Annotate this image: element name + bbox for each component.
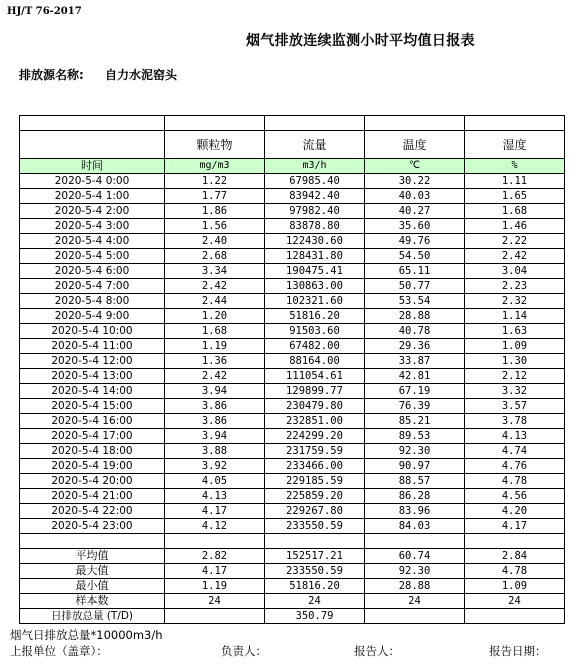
row-time: 2020-5-4 8:00 xyxy=(20,294,165,309)
table-row xyxy=(20,519,565,534)
row-value: 4.74 xyxy=(465,444,565,459)
row-value: 1.46 xyxy=(465,219,565,234)
row-value: 29.36 xyxy=(365,339,465,354)
table-row xyxy=(20,384,565,399)
source-value: 自力水泥窑头 xyxy=(105,68,178,82)
row-value: 1.77 xyxy=(165,189,265,204)
row-value: 3.94 xyxy=(165,384,265,399)
row-value: 3.78 xyxy=(465,414,565,429)
row-time: 2020-5-4 21:00 xyxy=(20,489,165,504)
row-value: 2.68 xyxy=(165,249,265,264)
stat-row xyxy=(20,594,565,609)
table-row xyxy=(20,444,565,459)
row-value: 1.20 xyxy=(165,309,265,324)
row-value: 35.60 xyxy=(365,219,465,234)
footer-reporter: 报告人： xyxy=(354,644,400,658)
header-row xyxy=(20,131,565,159)
row-value: 40.78 xyxy=(365,324,465,339)
row-time: 2020-5-4 14:00 xyxy=(20,384,165,399)
table-row xyxy=(20,294,565,309)
row-time: 2020-5-4 2:00 xyxy=(20,204,165,219)
row-value: 130863.00 xyxy=(265,279,365,294)
table-row xyxy=(20,414,565,429)
row-time: 2020-5-4 3:00 xyxy=(20,219,165,234)
stat-value: 51816.20 xyxy=(265,579,365,594)
row-time: 2020-5-4 12:00 xyxy=(20,354,165,369)
row-value: 3.86 xyxy=(165,414,265,429)
source-label: 排放源名称: xyxy=(19,68,84,82)
col-header-humidity: 湿度 xyxy=(465,131,565,159)
unit-particulate: mg/m3 xyxy=(165,159,265,174)
row-value: 4.13 xyxy=(165,489,265,504)
stat-value: 24 xyxy=(165,594,265,609)
row-value: 1.19 xyxy=(165,339,265,354)
row-value: 1.09 xyxy=(465,339,565,354)
unit-temperature: ℃ xyxy=(365,159,465,174)
row-value: 2.40 xyxy=(165,234,265,249)
row-value: 83942.40 xyxy=(265,189,365,204)
footer-date: 报告日期： xyxy=(489,644,547,658)
stat-value: 28.88 xyxy=(365,579,465,594)
row-value: 2.12 xyxy=(465,369,565,384)
row-value: 40.27 xyxy=(365,204,465,219)
table-row xyxy=(20,429,565,444)
row-time: 2020-5-4 13:00 xyxy=(20,369,165,384)
row-value: 224299.20 xyxy=(265,429,365,444)
row-value: 233550.59 xyxy=(265,519,365,534)
row-time: 2020-5-4 18:00 xyxy=(20,444,165,459)
report-table xyxy=(19,115,565,624)
row-value: 4.13 xyxy=(465,429,565,444)
row-value: 122430.60 xyxy=(265,234,365,249)
stat-value: 92.30 xyxy=(365,564,465,579)
standard-code: HJ/T 76-2017 xyxy=(7,6,82,17)
row-value: 85.21 xyxy=(365,414,465,429)
row-value: 67.19 xyxy=(365,384,465,399)
table-row xyxy=(20,189,565,204)
row-time: 2020-5-4 19:00 xyxy=(20,459,165,474)
row-value: 1.14 xyxy=(465,309,565,324)
blank-row xyxy=(20,116,565,131)
table-row xyxy=(20,339,565,354)
table-row xyxy=(20,204,565,219)
row-value: 28.88 xyxy=(365,309,465,324)
table-row xyxy=(20,489,565,504)
stat-value: 152517.21 xyxy=(265,549,365,564)
row-value: 2.42 xyxy=(465,249,565,264)
row-value: 65.11 xyxy=(365,264,465,279)
row-time: 2020-5-4 7:00 xyxy=(20,279,165,294)
units-row xyxy=(20,159,565,174)
row-time: 2020-5-4 15:00 xyxy=(20,399,165,414)
row-value: 1.63 xyxy=(465,324,565,339)
daily-total-row xyxy=(20,609,565,624)
row-value: 4.17 xyxy=(465,519,565,534)
row-value: 3.92 xyxy=(165,459,265,474)
table-row xyxy=(20,354,565,369)
row-value: 76.39 xyxy=(365,399,465,414)
row-value: 1.86 xyxy=(165,204,265,219)
footer-unit: 上报单位（盖章）： xyxy=(10,644,108,658)
blank-row xyxy=(20,534,565,549)
row-value: 129899.77 xyxy=(265,384,365,399)
stat-value: 4.78 xyxy=(465,564,565,579)
row-value: 1.65 xyxy=(465,189,565,204)
row-value: 229267.80 xyxy=(265,504,365,519)
row-value: 30.22 xyxy=(365,174,465,189)
row-value: 42.81 xyxy=(365,369,465,384)
stat-label: 平均值 xyxy=(20,549,165,564)
row-value: 54.50 xyxy=(365,249,465,264)
col-header-flow: 流量 xyxy=(265,131,365,159)
report-title: 烟气排放连续监测小时平均值日报表 xyxy=(246,33,475,49)
row-value: 229185.59 xyxy=(265,474,365,489)
row-value: 2.23 xyxy=(465,279,565,294)
table-row xyxy=(20,174,565,189)
daily-total-value: 350.79 xyxy=(265,609,365,624)
table-row xyxy=(20,474,565,489)
daily-total-value xyxy=(465,609,565,624)
row-value: 3.57 xyxy=(465,399,565,414)
stat-value: 4.17 xyxy=(165,564,265,579)
row-value: 33.87 xyxy=(365,354,465,369)
row-value: 50.77 xyxy=(365,279,465,294)
row-value: 111054.61 xyxy=(265,369,365,384)
row-value: 3.88 xyxy=(165,444,265,459)
row-time: 2020-5-4 5:00 xyxy=(20,249,165,264)
footer-responsible: 负责人： xyxy=(221,644,267,658)
row-value: 3.34 xyxy=(165,264,265,279)
table-row xyxy=(20,369,565,384)
row-value: 84.03 xyxy=(365,519,465,534)
row-value: 1.56 xyxy=(165,219,265,234)
header-corner xyxy=(20,131,165,159)
footer-note: 烟气日排放总量*10000m3/h xyxy=(10,628,163,642)
table-row xyxy=(20,399,565,414)
row-value: 4.12 xyxy=(165,519,265,534)
row-time: 2020-5-4 20:00 xyxy=(20,474,165,489)
stat-value: 24 xyxy=(265,594,365,609)
row-value: 49.76 xyxy=(365,234,465,249)
daily-total-label: 日排放总量 (T/D) xyxy=(20,609,165,624)
row-value: 231759.59 xyxy=(265,444,365,459)
unit-humidity: % xyxy=(465,159,565,174)
table-row xyxy=(20,324,565,339)
row-value: 40.03 xyxy=(365,189,465,204)
row-value: 128431.80 xyxy=(265,249,365,264)
row-time: 2020-5-4 10:00 xyxy=(20,324,165,339)
table-row xyxy=(20,504,565,519)
row-value: 4.17 xyxy=(165,504,265,519)
stat-row xyxy=(20,564,565,579)
stat-value: 2.82 xyxy=(165,549,265,564)
row-time: 2020-5-4 1:00 xyxy=(20,189,165,204)
stat-label: 样本数 xyxy=(20,594,165,609)
stat-value: 1.09 xyxy=(465,579,565,594)
table-row xyxy=(20,234,565,249)
row-value: 3.86 xyxy=(165,399,265,414)
row-time: 2020-5-4 17:00 xyxy=(20,429,165,444)
stat-value: 2.84 xyxy=(465,549,565,564)
stat-value: 60.74 xyxy=(365,549,465,564)
row-time: 2020-5-4 11:00 xyxy=(20,339,165,354)
row-value: 2.42 xyxy=(165,369,265,384)
row-value: 67482.00 xyxy=(265,339,365,354)
stat-value: 24 xyxy=(465,594,565,609)
daily-total-value xyxy=(365,609,465,624)
row-value: 3.94 xyxy=(165,429,265,444)
row-value: 230479.80 xyxy=(265,399,365,414)
row-value: 2.32 xyxy=(465,294,565,309)
stat-value: 1.19 xyxy=(165,579,265,594)
row-time: 2020-5-4 22:00 xyxy=(20,504,165,519)
row-value: 1.30 xyxy=(465,354,565,369)
row-value: 88.57 xyxy=(365,474,465,489)
col-header-particulate: 颗粒物 xyxy=(165,131,265,159)
row-value: 3.04 xyxy=(465,264,565,279)
row-value: 190475.41 xyxy=(265,264,365,279)
table-row xyxy=(20,459,565,474)
row-value: 97982.40 xyxy=(265,204,365,219)
row-value: 4.76 xyxy=(465,459,565,474)
table-row xyxy=(20,279,565,294)
row-value: 1.68 xyxy=(165,324,265,339)
table-row xyxy=(20,309,565,324)
row-value: 4.78 xyxy=(465,474,565,489)
row-time: 2020-5-4 16:00 xyxy=(20,414,165,429)
daily-total-value xyxy=(165,609,265,624)
row-value: 2.44 xyxy=(165,294,265,309)
row-value: 1.68 xyxy=(465,204,565,219)
row-time: 2020-5-4 4:00 xyxy=(20,234,165,249)
stat-value: 24 xyxy=(365,594,465,609)
table-row xyxy=(20,219,565,234)
stat-label: 最小值 xyxy=(20,579,165,594)
row-value: 233466.00 xyxy=(265,459,365,474)
row-value: 2.22 xyxy=(465,234,565,249)
row-value: 86.28 xyxy=(365,489,465,504)
table-row xyxy=(20,264,565,279)
row-value: 102321.60 xyxy=(265,294,365,309)
stat-value: 233550.59 xyxy=(265,564,365,579)
row-value: 53.54 xyxy=(365,294,465,309)
row-time: 2020-5-4 9:00 xyxy=(20,309,165,324)
row-time: 2020-5-4 6:00 xyxy=(20,264,165,279)
row-time: 2020-5-4 0:00 xyxy=(20,174,165,189)
row-value: 89.53 xyxy=(365,429,465,444)
row-value: 83878.80 xyxy=(265,219,365,234)
row-value: 88164.00 xyxy=(265,354,365,369)
row-value: 232851.00 xyxy=(265,414,365,429)
row-value: 67985.40 xyxy=(265,174,365,189)
row-value: 2.42 xyxy=(165,279,265,294)
stat-row xyxy=(20,549,565,564)
row-value: 1.11 xyxy=(465,174,565,189)
row-value: 4.05 xyxy=(165,474,265,489)
unit-flow: m3/h xyxy=(265,159,365,174)
row-value: 4.56 xyxy=(465,489,565,504)
row-value: 1.36 xyxy=(165,354,265,369)
table-row xyxy=(20,249,565,264)
row-value: 90.97 xyxy=(365,459,465,474)
row-time: 2020-5-4 23:00 xyxy=(20,519,165,534)
row-value: 51816.20 xyxy=(265,309,365,324)
row-value: 91503.60 xyxy=(265,324,365,339)
row-value: 3.32 xyxy=(465,384,565,399)
stat-label: 最大值 xyxy=(20,564,165,579)
row-value: 225859.20 xyxy=(265,489,365,504)
row-value: 83.96 xyxy=(365,504,465,519)
row-value: 92.30 xyxy=(365,444,465,459)
stat-row xyxy=(20,579,565,594)
row-value: 4.20 xyxy=(465,504,565,519)
col-header-temperature: 温度 xyxy=(365,131,465,159)
time-header: 时间 xyxy=(20,159,165,174)
row-value: 1.22 xyxy=(165,174,265,189)
